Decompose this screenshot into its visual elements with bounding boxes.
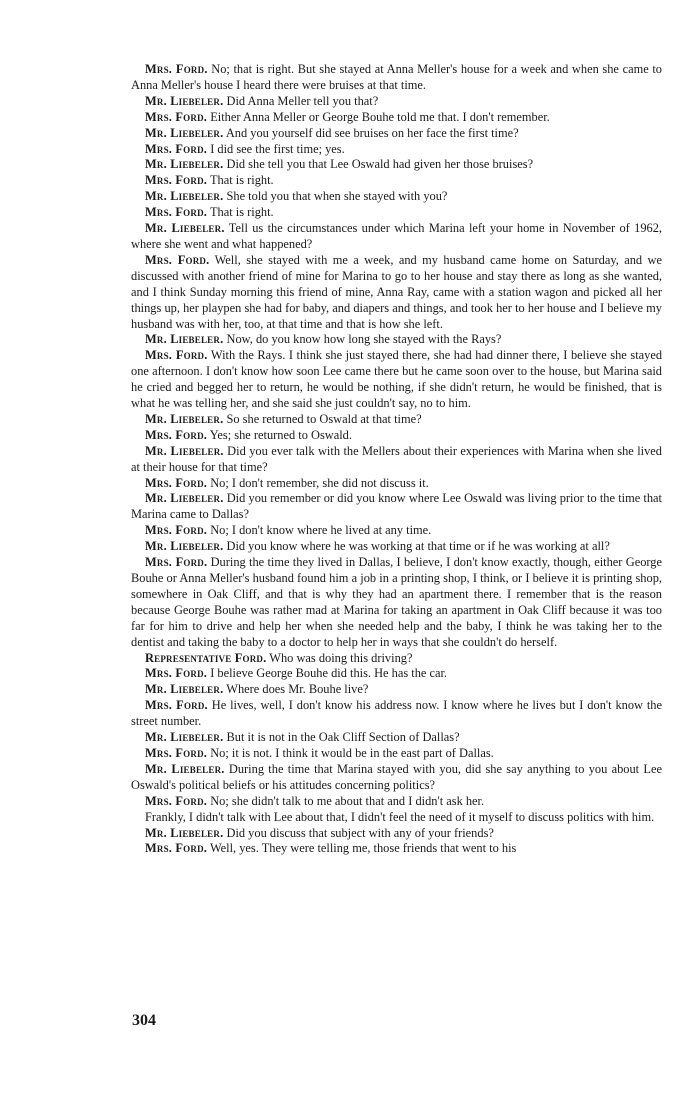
speech-text: During the time that Marina stayed with you, did she say anything to you about Lee Oswald's political beliefs or his attitudes concerning politics?	[131, 761, 662, 792]
speaker-label: Mrs. Ford .	[145, 110, 207, 124]
testimony-paragraph	[131, 173, 662, 189]
speaker-label: Mr. Liebeler .	[145, 491, 224, 505]
testimony-paragraph	[131, 428, 662, 444]
transcript-body	[131, 62, 662, 857]
speech-text: No; I don't remember, she did not discuss it.	[210, 475, 429, 490]
testimony-paragraph	[131, 698, 662, 730]
speech-text: Frankly, I didn't talk with Lee about that, I didn't feel the need of it myself to discuss politics with him.	[145, 809, 655, 824]
testimony-paragraph	[131, 746, 662, 762]
speaker-label: Mr. Liebeler .	[145, 126, 223, 140]
speech-text: Well, she stayed with me a week, and my husband came home on Saturday, and we discussed with another friend of mine for Marina to go to her house and stay there as long as she wanted, and I think Sunday morning this friend of mine, Anna Ray, came with a station wagon and picked all her things up, her playpen she had for baby, and diapers and things, and took her to her house and I believe my husband was with her, too, at that time and that is how she left.	[131, 252, 662, 331]
speech-text: Tell us the circumstances under which Marina left your home in November of 1962, where she went and what happened?	[131, 221, 663, 251]
speech-text: Did she tell you that Lee Oswald had given her those bruises?	[226, 157, 534, 172]
speaker-label: Mr. Liebeler .	[145, 332, 223, 346]
speech-text: No; it is not. I think it would be in the east part of Dallas.	[210, 745, 494, 760]
speaker-label: Mr. Liebeler .	[145, 826, 223, 840]
speech-text: No; I don't know where he lived at any time.	[210, 523, 432, 538]
speaker-label: Mr. Liebeler .	[145, 189, 223, 203]
testimony-paragraph	[131, 666, 662, 682]
speaker-label: Mrs. Ford .	[145, 794, 207, 808]
testimony-paragraph	[131, 205, 662, 221]
speaker-label: Mr. Liebeler .	[145, 412, 223, 426]
testimony-paragraph	[131, 555, 662, 650]
testimony-paragraph	[131, 412, 662, 428]
speech-text: Did you ever talk with the Mellers about their experiences with Marina when she lived at their house for that time?	[131, 443, 662, 474]
testimony-paragraph	[131, 730, 662, 746]
testimony-paragraph	[131, 682, 662, 698]
speaker-label: Mrs. Ford .	[145, 746, 207, 760]
speaker-label: Mrs. Ford .	[145, 173, 207, 187]
speech-text: He lives, well, I don't know his address now. I know where he lives but I don't know the street number.	[131, 698, 662, 729]
speaker-label: Mr. Liebeler .	[145, 94, 223, 108]
speech-text: That is right.	[209, 173, 274, 188]
testimony-paragraph	[131, 332, 662, 348]
speaker-label: Mr. Liebeler .	[145, 762, 225, 776]
speaker-label: Mr. Liebeler .	[145, 157, 223, 171]
speech-text: She told you that when she stayed with you?	[226, 189, 448, 204]
testimony-paragraph	[131, 491, 662, 523]
testimony-paragraph	[131, 157, 662, 173]
speech-text: So she returned to Oswald at that time?	[226, 411, 422, 426]
speaker-label: Mr. Liebeler .	[145, 730, 223, 744]
testimony-paragraph	[131, 110, 662, 126]
testimony-paragraph	[131, 189, 662, 205]
speech-text: I believe George Bouhe did this. He has the car.	[210, 666, 448, 681]
testimony-paragraph	[131, 476, 662, 492]
speaker-label: Mrs. Ford .	[145, 523, 207, 537]
testimony-paragraph	[131, 142, 662, 158]
speaker-label: Mrs. Ford .	[145, 62, 208, 76]
speech-text: No; she didn't talk to me about that and I didn't ask her.	[210, 793, 485, 808]
speech-text: Who was doing this driving?	[269, 650, 413, 665]
testimony-paragraph	[131, 126, 662, 142]
testimony-paragraph	[131, 539, 662, 555]
speaker-label: Mr. Liebeler .	[145, 682, 223, 696]
testimony-paragraph	[131, 444, 662, 476]
speaker-label: Mr. Liebeler .	[145, 539, 223, 553]
speech-text: I did see the first time; yes.	[210, 141, 345, 156]
speech-text: Did Anna Meller tell you that?	[226, 93, 379, 108]
speech-text: Either Anna Meller or George Bouhe told me that. I don't remember.	[210, 109, 550, 124]
testimony-paragraph	[131, 841, 662, 857]
speech-text: During the time they lived in Dallas, I believe, I don't know exactly, though, either George Bouhe or Anna Meller's husband found him a job in a printing shop, I think, or I believe it is printing shop, somewhere in Oak Cliff, and that is why they had an apartment there. I remember that is the reason because George Bouhe was rather mad at Marina for taking an apartment in Oak Cliff because it was too far for him to drive and help her when she needed help and the baby, I think he was taking her to the dentist and taking the baby to a doctor to help her in ways that she couldn't do herself.	[131, 555, 662, 649]
testimony-paragraph	[131, 523, 662, 539]
speaker-label: Mr. Liebeler .	[145, 444, 224, 458]
testimony-paragraph	[131, 221, 662, 253]
testimony-paragraph	[131, 794, 662, 810]
speech-text: And you yourself did see bruises on her face the first time?	[225, 125, 519, 140]
speaker-label: Mrs. Ford .	[145, 555, 207, 569]
speaker-label: Mrs. Ford .	[145, 428, 207, 442]
testimony-paragraph	[131, 826, 662, 842]
testimony-paragraph	[131, 253, 662, 333]
testimony-paragraph	[131, 810, 662, 826]
speech-text: Did you discuss that subject with any of your friends?	[226, 825, 494, 840]
testimony-paragraph	[131, 94, 662, 110]
page-number: 304	[132, 1012, 156, 1029]
speech-text: Did you know where he was working at that time or if he was working at all?	[226, 539, 610, 554]
testimony-paragraph	[131, 62, 662, 94]
speaker-label: Mrs. Ford .	[145, 253, 209, 267]
speech-text: Now, do you know how long she stayed with the Rays?	[226, 332, 502, 347]
testimony-paragraph	[131, 348, 662, 412]
speaker-label: Mrs. Ford .	[145, 666, 207, 680]
speaker-label: Mrs. Ford .	[145, 348, 208, 362]
speaker-label: Mrs. Ford .	[145, 841, 207, 855]
speaker-label: Representative Ford .	[145, 651, 266, 665]
testimony-paragraph	[131, 762, 662, 794]
speech-text: Did you remember or did you know where Lee Oswald was living prior to the time that Marina came to Dallas?	[131, 491, 662, 522]
speaker-label: Mr. Liebeler .	[145, 221, 225, 235]
testimony-paragraph	[131, 651, 662, 667]
speaker-label: Mrs. Ford .	[145, 205, 207, 219]
speaker-label: Mrs. Ford .	[145, 698, 208, 712]
speaker-label: Mrs. Ford .	[145, 476, 207, 490]
speaker-label: Mrs. Ford .	[145, 142, 207, 156]
speech-text: That is right.	[209, 205, 274, 220]
speech-text: No; that is right. But she stayed at Anna Meller's house for a week and when she came to Anna Meller's house I heard there were bruises at that time.	[131, 62, 662, 92]
speech-text: With the Rays. I think she just stayed there, she had had dinner there, I believe she stayed one afternoon. I don't know how soon Lee came there but he came soon over to the house, but Marina said he cried and begged her to return, he would be nothing, if she didn't return, he would be finished, that is what he was telling her, and she said she just couldn't say, no to him.	[131, 348, 663, 411]
speech-text: Well, yes. They were telling me, those friends that went to his	[209, 841, 517, 856]
speech-text: But it is not in the Oak Cliff Section of Dallas?	[226, 730, 460, 745]
speech-text: Yes; she returned to Oswald.	[209, 427, 352, 442]
speech-text: Where does Mr. Bouhe live?	[226, 682, 369, 697]
